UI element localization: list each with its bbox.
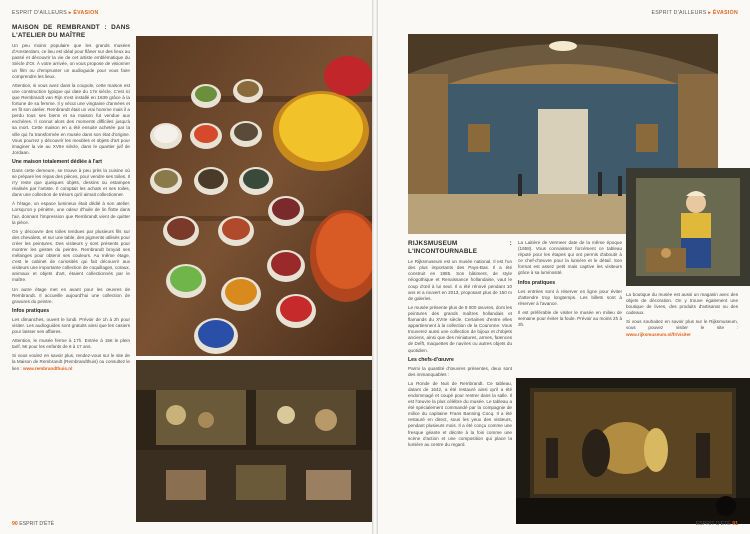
running-head-arrow: ▸ bbox=[68, 10, 72, 16]
rijksmuseum-link[interactable]: www.rijksmuseum.nl/fr/visiter bbox=[626, 331, 691, 337]
running-head-right bbox=[652, 10, 739, 16]
page-number: 91 bbox=[732, 521, 738, 527]
folio-left bbox=[12, 521, 54, 527]
caption-more: Si vous souhaitez en savoir plus sur le Rijksmuseum, vous pouvez visiter le site : bbox=[626, 319, 738, 331]
running-head-section: ÉVASION bbox=[712, 10, 738, 16]
masterpiece-item: La Ronde de Nuit de Rembrandt. Ce tableau, datant de 1642, a été restauré ainsi qu'il a été endommagé et coupé pour rentrer dans la salle. Il est l'œuvre la plus célèbre du musée. Le tableau a été spécialement commandé par la compagnie de milice du capitaine Frans Banning Cocq. Il a été restauré en direct, sous les yeux des visiteurs, pendant plusieurs mois. Il a été conçu comme une fresque géante et décrite à la fois comme une scène d'action et une composition qui place la lumière au centre du regard. bbox=[408, 380, 512, 447]
folio-label: ESPRIT D'ÉTÉ bbox=[695, 521, 731, 527]
folio-label: ESPRIT D'ÉTÉ bbox=[19, 521, 55, 527]
masterpieces-intro: Parmi la quantité d'œuvres présentes, deux sont des immanquables : bbox=[408, 365, 512, 377]
right-page bbox=[378, 0, 750, 534]
masterpiece-item: La Laitière de Vermeer date de la même époque (1658). Vous connaissez forcément ce tableau réputé pour les étapes qui ont permis d'aboutir à ce chef-d'œuvre pour la lumière et le détail. Son format est assez petit mais captive les visiteurs grâce à sa luminosité. bbox=[518, 240, 622, 276]
section-paragraph: À l'étage, un espace lumineux était dédié à son atelier. Lorsqu'on y pénètre, une odeur d'huile de lin flotte dans l'air, donnant l'impression que Rembrandt vient de quitter la pièce. bbox=[12, 201, 130, 225]
rijksmuseum-paragraph: Le musée présente plus de 8 000 œuvres, dont les peintures des grands maîtres hollandais et flamands du XVIIe siècle. Certaines d'entre elles appartiennent à la collection de la Couronne. Vous trouverez aussi une collection de bijoux et d'objets anciens, ainsi que des miniatures, armes, faïences de Delft, maquettes de navires ou autres objets du quotidien. bbox=[408, 304, 512, 353]
pigment-jars-photo bbox=[136, 36, 372, 356]
rijksmuseum-title: RIJKSMUSEUM : L'INCONTOURNABLE bbox=[408, 240, 512, 255]
running-head-prefix: ESPRIT D'AILLEURS bbox=[651, 10, 707, 16]
running-head-prefix: ESPRIT D'AILLEURS bbox=[12, 10, 68, 16]
practical-paragraph: Attention, le musée ferme à 17h. Entrée à 15€ le plein tarif, 5€ pour les enfants de 6 à 17 ans. bbox=[12, 338, 130, 350]
rembrandt-title: MAISON DE REMBRANDT : DANS L'ATELIER DU MAÎTRE bbox=[12, 24, 130, 39]
running-head-section: ÉVASION bbox=[73, 10, 99, 16]
rijksmuseum-article bbox=[408, 240, 512, 500]
caption-text: La boutique du musée est aussi un magasin avec des objets de décoration. On y trouve également une boutique de livres, des produits d'artisanat ou des cadeaux. bbox=[626, 292, 738, 316]
section-heading: Une maison totalement dédiée à l'art bbox=[12, 158, 103, 165]
shop-caption bbox=[626, 292, 738, 372]
laitiere-illustration bbox=[626, 168, 750, 286]
practical-paragraph: Si vous voulez en savoir plus, rendez-vous sur le site de la Maison de Rembrandt (Rembrandthuis) ou consultez le lien : bbox=[12, 353, 130, 371]
rembrandt-paragraph: Attention, si vous avez dans la coupole, cette maison est une construction typique qui date du 17e siècle. C'est ici que Rembrandt van Rijn s'est installé en 1639 grâce à la fortune de sa femme. Il y vécut une vingtaine d'années et en fit son atelier. Rembrandt était un vrai homme mais il a perdu tous ses biens et sa maison fut vendue aux enchères. Il connut alors des moments difficiles jusqu'à sa mort. Cette maison en a été ensuite achetée par la ville qui l'a transformée en musée dans son état d'origine. Vous pourrez y découvrir les meubles et objets d'art pour imaginer la vie au XVIIe siècle, dans le quartier juif de Jordaan. bbox=[12, 82, 130, 155]
left-page bbox=[0, 0, 372, 534]
rijks-practical-paragraph: Les entrées sont à réserver en ligne pour éviter d'attendre trop longtemps. Les billets sont à réserver à l'avance. bbox=[518, 288, 622, 306]
rijks-practical-paragraph: Il est préférable de visiter le musée en milieu de semaine pour éviter la foule. Prévoir au moins 2h à 3h. bbox=[518, 309, 622, 328]
rijks-practical-heading: Infos pratiques bbox=[518, 279, 556, 286]
practical-paragraph: Les dimanches, ouvert le lundi. Prévoir de 1h à 2h pour visiter. Les audioguides sont gratuits ainsi que les casiers pour laisser ses affaires. bbox=[12, 316, 130, 335]
rembrandt-paragraph: Un peu moins populaire que les grands musées d'Amsterdam, ce lieu est idéal pour flâner sur des lieux au passé et découvrir la vie de cet artiste emblématique du Siècle d'Or. À votre arrivée, on vous propose de visionner un film ou d'emprunter un audioguide pour vous faire comprendre les lieux. bbox=[12, 43, 130, 79]
running-head-arrow: ▸ bbox=[708, 10, 712, 16]
page-number: 90 bbox=[12, 521, 18, 527]
night-watch-illustration bbox=[516, 378, 750, 524]
section-paragraph: Dans cette demeure, se trouve à peu près la cuisine où se prépare les repas des pièces, pour vendre ses toiles. Il n'y reste que quelques objets, dessins ou estampes réalisés par l'artiste. Il comptait les achats et ses toiles, dans une collection de trésors qu'il aimait collectionner. bbox=[12, 167, 130, 198]
night-watch-photo bbox=[516, 378, 750, 524]
cabinet-illustration bbox=[136, 360, 372, 522]
closing-paragraph: Un autre étage met en avant pour les œuvres de Rembrandt. Il accueille aujourd'hui une collection de gravures du peintre. bbox=[12, 286, 130, 304]
rembrandthuis-link[interactable]: www.rembrandthuis.nl bbox=[23, 365, 73, 371]
rembrandt-article bbox=[12, 24, 130, 524]
laitiere-photo bbox=[626, 168, 750, 286]
rijksmuseum-article-col2 bbox=[518, 240, 622, 370]
running-head-left bbox=[12, 10, 99, 16]
cabinet-of-curiosities-photo bbox=[136, 360, 372, 522]
masterpieces-heading: Les chefs-d'œuvre bbox=[408, 356, 454, 363]
rijksmuseum-paragraph: Le Rijksmuseum est un musée national. Il est l'un des plus importants des Pays-Bas. Il a été construit en 1885. Son bâtiment, de style néogothique et Renaissance hollandaise, vaut le coup d'œil à lui seul. Il a été rénové pendant 10 ans et a rouvert en 2013, proposant plus de 150 m de galeries. bbox=[408, 259, 512, 301]
practical-heading: Infos pratiques bbox=[12, 307, 50, 314]
pigment-jars-illustration bbox=[136, 36, 372, 356]
section-paragraph: On y découvre des toiles tendues par plusieurs fils sur des chevalets, et sur une table, des pigments utilisés pour créer les peintures. Des visiteurs y sont présents pour montrer les gestes du peintre. Rembrandt broyait ses mélanges pour obtenir ses couleurs. Au même étage, c'est le cabinet de curiosités qui fait découvrir aux visiteurs une importante collection de coquillages, coraux, animaux et objets d'art, étaient collectionnés par le maître. bbox=[12, 228, 130, 283]
folio-right bbox=[696, 521, 738, 527]
